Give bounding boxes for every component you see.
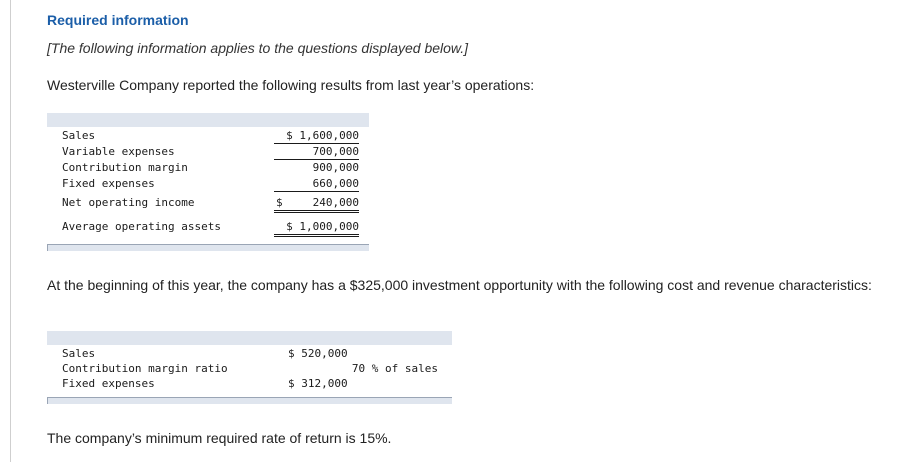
investment-paragraph: At the beginning of this year, the company has a $325,000 investment opportunity with the following cost and revenue characteristics: xyxy=(47,277,872,293)
info-note: [The following information applies to the questions displayed below.] xyxy=(47,40,469,56)
results-table-footer-bar xyxy=(47,244,369,251)
row-label-sales: Sales xyxy=(62,129,96,142)
inv-value-sales: $ 520,000 xyxy=(288,347,348,360)
noi-double-underline-2 xyxy=(274,212,359,213)
required-info-heading: Required information xyxy=(47,12,189,28)
row-amount-contribution-margin: 900,000 xyxy=(312,161,359,174)
row-label-variable-expenses: Variable expenses xyxy=(62,145,175,158)
row-amount-fixed-expenses: 660,000 xyxy=(312,177,359,190)
inv-value-contribution-margin-ratio: 70 % of sales xyxy=(351,362,438,375)
assets-double-underline-1 xyxy=(274,234,359,235)
noi-double-underline-1 xyxy=(274,210,359,211)
footer-paragraph: The company’s minimum required rate of return is 15%. xyxy=(47,430,392,446)
investment-table-footer-bar xyxy=(47,397,452,404)
investment-table-header-band xyxy=(47,331,452,345)
assets-double-underline-2 xyxy=(274,236,359,237)
inv-label-contribution-margin-ratio: Contribution margin ratio xyxy=(62,362,228,375)
row-amount-average-operating-assets: $ 1,000,000 xyxy=(286,220,359,233)
inv-value-fixed-expenses: $ 312,000 xyxy=(288,377,348,390)
sales-underline xyxy=(274,143,359,144)
row-label-net-operating-income: Net operating income xyxy=(62,196,195,209)
left-divider xyxy=(10,0,11,462)
row-currency-net-operating-income: $ xyxy=(276,196,283,209)
row-amount-net-operating-income: 240,000 xyxy=(312,196,359,209)
fixed-expenses-underline xyxy=(274,191,359,192)
results-table-header-band xyxy=(47,113,369,127)
row-label-average-operating-assets: Average operating assets xyxy=(62,220,221,233)
inv-label-sales: Sales xyxy=(62,347,96,360)
row-label-contribution-margin: Contribution margin xyxy=(62,161,188,174)
inv-label-fixed-expenses: Fixed expenses xyxy=(62,377,155,390)
variable-expenses-underline xyxy=(274,159,359,160)
row-amount-variable-expenses: 700,000 xyxy=(312,145,359,158)
row-label-fixed-expenses: Fixed expenses xyxy=(62,177,155,190)
intro-paragraph: Westerville Company reported the following results from last year’s operations: xyxy=(47,77,535,93)
row-amount-sales: $ 1,600,000 xyxy=(286,129,359,142)
